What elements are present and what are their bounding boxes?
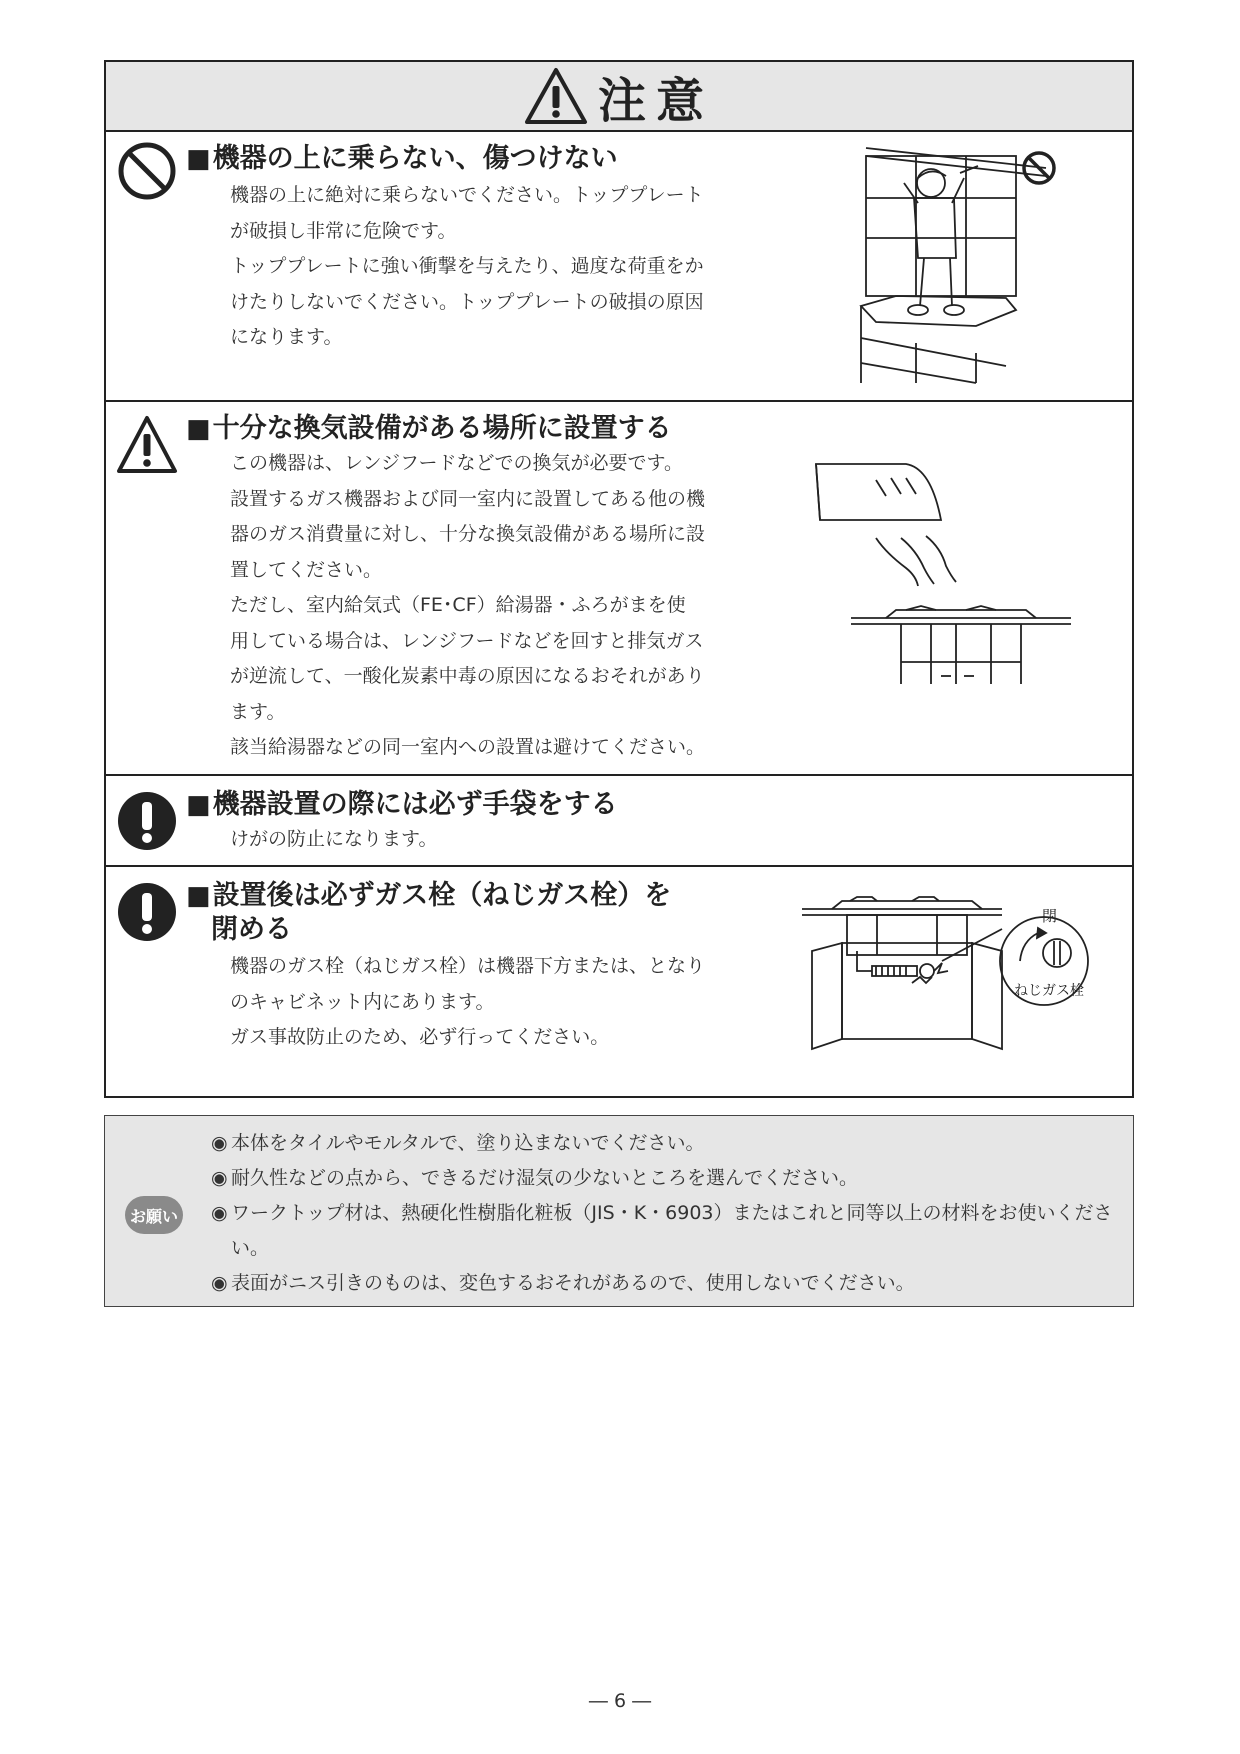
section-title: ■設置後は必ずガス栓（ねじガス栓）を 閉める (186, 880, 672, 945)
warning-triangle-icon (116, 414, 178, 476)
section-marker: ■ (186, 144, 211, 174)
mandatory-action-icon (116, 790, 178, 852)
bullet-icon: ◉ (211, 1167, 228, 1189)
bullet-icon: ◉ (211, 1272, 228, 1294)
person-standing-on-cooktop-illustration (856, 138, 1066, 386)
request-list (211, 1126, 1121, 1301)
section-body: けがの防止になります。 (230, 828, 438, 850)
range-hood-ventilation-illustration (806, 458, 1086, 686)
section-title: ■機器設置の際には必ず手袋をする (186, 789, 618, 820)
section-no-stepping (106, 130, 1132, 402)
section-body: 機器の上に絶対に乗らないでください。トッププレート が破損し非常に危険です。 トッププレートに強い衝撃を与えたり、過度な荷重をか けたりしないでください。トッププレートの破損の原因 になります。 (230, 184, 704, 348)
valve-name-label: ねじガス栓 (1014, 983, 1084, 999)
warning-triangle-icon (524, 67, 588, 125)
list-item: ◉ 本体をタイルやモルタルで、塗り込まないでください。 (211, 1126, 1121, 1161)
caution-title: 注意 (597, 72, 714, 129)
section-close-gas-valve (106, 865, 1132, 1098)
request-box (104, 1115, 1134, 1307)
section-title: ■十分な換気設備がある場所に設置する (186, 413, 672, 444)
section-ventilation (106, 400, 1132, 776)
valve-close-label: 閉 (1042, 907, 1058, 925)
section-gloves (106, 774, 1132, 867)
list-item: ◉ 表面がニス引きのものは、変色するおそれがあるので、使用しないでください。 (211, 1266, 1121, 1301)
list-item: ◉ 耐久性などの点から、できるだけ湿気の少ないところを選んでください。 (211, 1161, 1121, 1196)
list-item: ◉ ワークトップ材は、熱硬化性樹脂化粧板（JIS・K・6903）またはこれと同等以上の材料をお使いください。 (211, 1196, 1121, 1266)
mandatory-action-icon (116, 881, 178, 943)
caution-header (106, 62, 1132, 132)
prohibition-icon (116, 140, 178, 202)
section-body: 機器のガス栓（ねじガス栓）は機器下方または、となり のキャビネット内にあります。 ガス事故防止のため、必ず行ってください。 (230, 955, 706, 1048)
bullet-icon: ◉ (211, 1202, 228, 1224)
caution-box (104, 60, 1134, 1098)
page-number: ― 6 ― (588, 1690, 652, 1712)
gas-valve-cabinet-illustration (802, 891, 1102, 1061)
section-title: ■機器の上に乗らない、傷つけない (186, 143, 618, 174)
request-badge: お願い (125, 1196, 183, 1234)
bullet-icon: ◉ (211, 1132, 228, 1154)
section-body: この機器は、レンジフードなどでの換気が必要です。 設置するガス機器および同一室内に設置してある他の機 器のガス消費量に対し、十分な換気設備がある場所に設 置してください。 ただし、室内給気式（FE･CF）給湯器・ふろがまを使 用している場合は、レンジフードなどを回すと排気ガス が逆流して、一酸化炭素中毒の原因になるおそれがあり ます。 該当給湯器などの同一室内への設置は避けてください。 (230, 452, 706, 758)
